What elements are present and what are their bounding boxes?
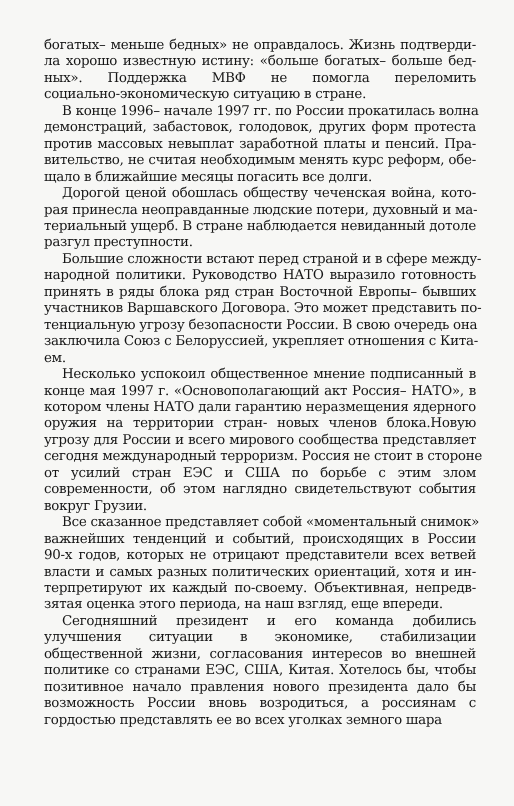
text-line: гордостью представлять ее во всех уголках земного шара	[44, 712, 442, 728]
text-line: щало в ближайшие месяцы погасить все долги.	[44, 169, 372, 185]
paragraph-5	[44, 367, 483, 515]
text-line: важнейших тенденций и событий, происходящих в России	[44, 531, 476, 547]
text-line: териальный ущерб. В стране наблюдается невиданный дотоле	[44, 218, 476, 234]
text-line: богатых– меньше бедных» не оправдалось. Жизнь подтверди-	[44, 38, 476, 53]
text-line: 90-х годов, которых не отрицают представители всех ветвей	[44, 548, 476, 564]
paragraph-2	[44, 103, 479, 186]
text-line: В конце 1996– начале 1997 гг. по России прокатилась волна	[62, 103, 479, 119]
text-line: зятая оценка этого периода, на наш взгляд, еще впереди.	[44, 597, 443, 613]
text-line: позитивное начало правления нового президента дало бы	[44, 679, 476, 695]
text-line: ных». Поддержка МВФ не помогла переломить	[44, 70, 476, 86]
text-line: заключила Союз с Белоруссией, укрепляет отношения с Кита-	[44, 334, 479, 350]
text-line: угрозу для России и всего мирового сообщества представляет	[44, 432, 476, 448]
text-line: рая принесла неоправданные людские потери, духовный и ма-	[44, 202, 478, 218]
paragraph-6	[44, 515, 480, 614]
text-line: терпретируют их каждый по-своему. Объективная, непредв-	[44, 580, 476, 596]
text-line: сегодня международный терроризм. Россия не стоит в стороне	[44, 449, 483, 465]
text-line: котором члены НАТО дали гарантию неразмещения ядерного	[44, 399, 476, 415]
text-line: Несколько успокоил общественное мнение подписанный в	[62, 367, 476, 383]
text-line: вокруг Грузии.	[44, 498, 147, 514]
paragraph-7	[44, 614, 476, 729]
text-line: принять в ряды блока ряд стран Восточной Европы– бывших	[44, 284, 476, 300]
text-line: разгул преступности.	[44, 235, 193, 251]
text-line: тенциальную угрозу безопасности России. В свою очередь она	[44, 317, 478, 333]
paragraph-3	[44, 186, 476, 252]
text-line: вительство, не считая необходимым менять курс реформ, обе-	[44, 153, 476, 169]
text-line: общественной жизни, согласования интересов во внешней	[44, 646, 476, 662]
text-line: ем.	[44, 350, 66, 366]
text-line: оружия на территории стран- новых членов блока.Новую	[44, 416, 476, 432]
text-line: Дорогой ценой обошлась обществу чеченская война, кото-	[62, 186, 476, 202]
text-line: демонстраций, забастовок, голодовок, других форм протеста	[44, 120, 476, 136]
text-line: социально-экономическую ситуацию в стране.	[44, 87, 367, 103]
text-line: политике со странами ЕЭС, США, Китая. Хотелось бы, чтобы	[44, 663, 476, 679]
text-line: Большие сложности встают перед страной и в сфере между-	[62, 251, 482, 267]
text-line: современности, об этом наглядно свидетельствуют события	[44, 482, 476, 498]
text-line: улучшения ситуации в экономике, стабилизации	[44, 630, 476, 646]
paragraph-1	[44, 38, 476, 104]
text-line: ла хорошо известную истину: «больше богатых– больше бед-	[44, 54, 476, 70]
text-line: власти и самых разных политических ориентаций, хотя и ин-	[44, 564, 476, 580]
book-page	[44, 38, 483, 729]
text-line: народной политики. Руководство НАТО выразило готовность	[44, 268, 476, 284]
text-line: возможность России вновь возродиться, а россиянам с	[44, 696, 476, 712]
paragraph-4	[44, 251, 482, 367]
text-line: против массовых невыплат заработной платы и пенсий. Пра-	[44, 136, 476, 152]
text-line: Сегодняшний президент и его команда добились	[62, 613, 476, 629]
text-line: конце мая 1997 г. «Основополагающий акт Россия– НАТО», в	[44, 383, 476, 399]
text-line: Все сказанное представляет собой «моментальный снимок»	[62, 515, 480, 531]
text-line: участников Варшавского Договора. Это может представить по-	[44, 301, 482, 317]
text-line: от усилий стран ЕЭС и США по борьбе с этим злом	[44, 465, 476, 481]
